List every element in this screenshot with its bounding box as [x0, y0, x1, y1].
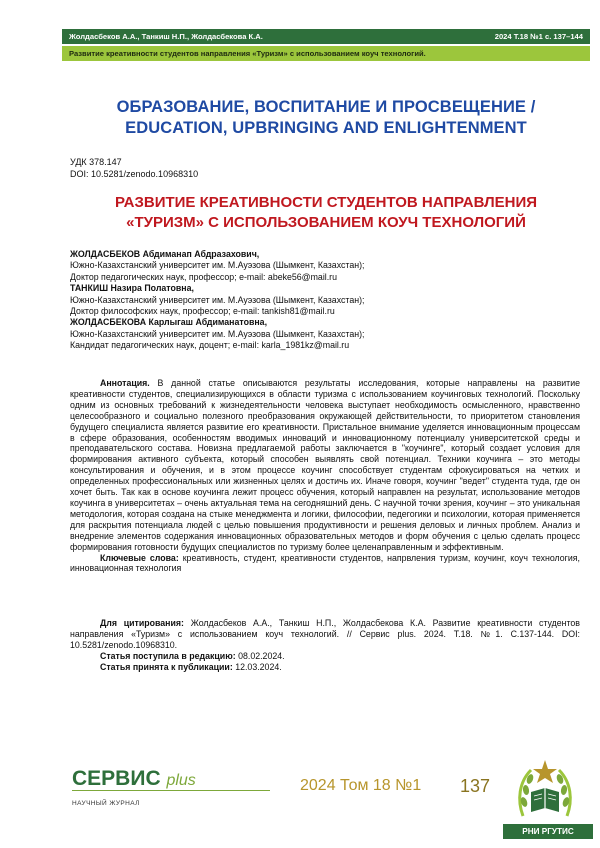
- logo-caption: РНИ РГУТИС: [503, 824, 593, 839]
- doi: DOI: 10.5281/zenodo.10968310: [70, 168, 199, 179]
- header-authors: Жолдасбеков А.А., Танкиш Н.П., Жолдасбекова К.А.: [69, 32, 263, 41]
- author-affiliation: Южно-Казахстанский университет им. М.Ауэзова (Шымкент, Казахстан);: [70, 294, 365, 305]
- abstract-paragraph: [70, 378, 580, 553]
- author-degree-email: Кандидат педагогических наук, доцент; e-mail: karla_1981kz@mail.ru: [70, 340, 350, 351]
- footer-issue: 2024 Том 18 №1: [300, 777, 422, 794]
- keywords-label: Ключевые слова:: [100, 552, 179, 563]
- author-name: ЖОЛДАСБЕКОВ Абдиманап Абдразахович,: [70, 249, 260, 259]
- brand-subtitle: НАУЧНЫЙ ЖУРНАЛ: [72, 800, 140, 807]
- accepted-line: [70, 662, 580, 673]
- section-heading-line2: EDUCATION, UPBRINGING AND ENLIGHTENMENT: [125, 119, 527, 137]
- author-block: [70, 317, 570, 351]
- abstract-label: Аннотация.: [100, 378, 150, 388]
- brand-plus: plus: [166, 772, 196, 789]
- author-block: [70, 249, 570, 283]
- section-heading-line1: ОБРАЗОВАНИЕ, ВОСПИТАНИЕ И ПРОСВЕЩЕНИЕ /: [116, 98, 536, 116]
- abstract-text: В данной статье описываются результаты исследования, которые направлены на развитие креативности студентов, специализирующихся в области туризма с использованием коучинговых технологий. Поскольку одним из основных требований к жизнедеятельности человека выступает необходимость осмысленного, нравственно целесообразного и социально полезного преобразования окружающей действительности, то приоритетом становления будущего специалиста является развитие его креативности. Пристальное внимание уделяется инновационным процессам в сфере образования, особенностям вводимых инноваций и инновационному потенциалу университетской среды и преподавательского состава. Новизна предлагаемой работы заключается в "коучинге", который создает условия для формирования активного субъекта, который способен выявлять свой потенциал. Техники коучинга – это методы консультирования и обучения, и в этом процессе коучинг способствует студентам сфокусироваться на четких и определенных профессиональных или жизненных целях и достичь их. Иначе говоря, коучинг "ведет" студента туда, где он хочет быть. Так как в основе коучинга лежит процесс обучения, который направлен на результат, использование методов коучинга в университетах – очень актуальная тема на сегодняшний день. С научной точки зрения, коучинг – это уникальная методология, которая создана на стыке менеджмента и логики, философии, педегогики и психологии, которая применяется для раскрытия потенциала людей с целью повышения продуктивности и решения деловых и личных проблем. Анализ и внедрение элементов содержания инновационных образовательных методов и форм обучения с целью сделать процесс формирования готовности будущих специалистов по туризму более целенаправленным и эффективным.: [70, 378, 580, 552]
- author-name: ЖОЛДАСБЕКОВА Карлыгаш Абдиманатовна,: [70, 317, 268, 328]
- author-affiliation: Южно-Казахстанский университет им. М.Ауэзова (Шымкент, Казахстан);: [70, 260, 365, 271]
- header-bar: [62, 29, 590, 44]
- abstract-section: [70, 378, 580, 574]
- citation-section: [70, 618, 580, 673]
- brand-divider: [72, 790, 270, 791]
- article-title-line2: «ТУРИЗМ» С ИСПОЛЬЗОВАНИЕМ КОУЧ ТЕХНОЛОГИЙ: [126, 214, 526, 231]
- author-name: ТАНКИШ Назира Полатовна,: [70, 283, 194, 294]
- section-heading: [62, 97, 590, 139]
- author-affiliation: Южно-Казахстанский университет им. М.Ауэзова (Шымкент, Казахстан);: [70, 328, 365, 339]
- keywords-text: креативность, студент, креативности студентов, напрвления туризм, коучинг, коуч технология, инновационная технология: [70, 552, 580, 574]
- page-number: 137: [460, 776, 491, 796]
- citation-text: Жолдасбеков А.А., Танкиш Н.П., Жолдасбекова К.А. Развитие креативности студентов направления «Туризм» с использованием коуч технологий. // Сервис plus. 2024. Т.18. №1. С.137-144. DOI: 10.5281/zenodo.10968310.: [70, 618, 580, 650]
- university-book-icon: [515, 752, 575, 824]
- received-date: 08.02.2024.: [238, 650, 285, 661]
- article-title: [62, 193, 590, 233]
- running-title-bar: [62, 46, 590, 61]
- article-title-line1: РАЗВИТИЕ КРЕАТИВНОСТИ СТУДЕНТОВ НАПРАВЛЕНИЯ: [114, 194, 538, 211]
- accepted-label: Статья принята к публикации:: [100, 661, 233, 672]
- received-line: [70, 651, 580, 662]
- author-block: [70, 283, 570, 317]
- keywords-paragraph: [70, 553, 580, 575]
- accepted-date: 12.03.2024.: [235, 661, 282, 672]
- author-degree-email: Доктор педагогических наук, профессор; e-mail: abeke56@mail.ru: [70, 271, 338, 282]
- journal-logo-text: [72, 768, 232, 792]
- author-list: [70, 249, 570, 352]
- citation-paragraph: [70, 618, 580, 651]
- brand-main: СЕРВИС: [72, 767, 161, 790]
- author-degree-email: Доктор философских наук, профессор; e-mail: tankish81@mail.ru: [70, 306, 335, 317]
- udk: УДК 378.147: [70, 157, 122, 167]
- header-issue-ref: 2024 Т.18 №1 с. 137–144: [494, 32, 583, 41]
- citation-label: Для цитирования:: [100, 618, 184, 628]
- running-title: Развитие креативности студентов направления «Туризм» с использованием коуч технологий.: [69, 49, 426, 58]
- received-label: Статья поступила в редакцию:: [100, 650, 236, 661]
- article-meta: [70, 157, 198, 180]
- journal-brand: [72, 768, 232, 807]
